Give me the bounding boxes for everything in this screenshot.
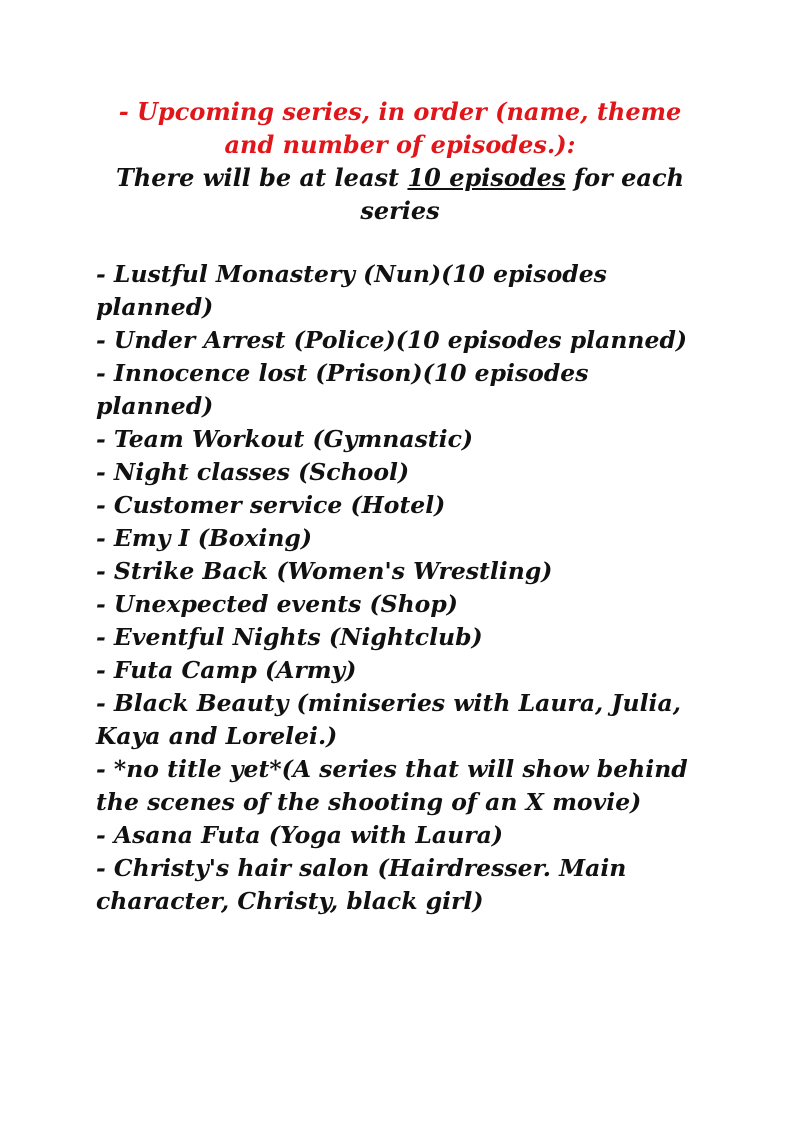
list-item: - Team Workout (Gymnastic) <box>96 425 474 453</box>
list-item: - Innocence lost (Prison)(10 episodes planned) <box>96 359 589 420</box>
heading-title: - Upcoming series, in order (name, theme and number of episodes.): <box>118 97 682 159</box>
list-item: - Black Beauty (miniseries with Laura, Julia, Kaya and Lorelei.) <box>96 689 681 750</box>
list-item: - Under Arrest (Police)(10 episodes planned) <box>96 326 688 354</box>
subtitle-suffix: for each series <box>360 163 685 225</box>
list-item: - Asana Futa (Yoga with Laura) <box>96 821 503 849</box>
list-item: - Christy's hair salon (Hairdresser. Main character, Christy, black girl) <box>96 854 627 915</box>
heading-block <box>100 95 700 227</box>
list-item: - Eventful Nights (Nightclub) <box>96 623 483 651</box>
subtitle-prefix: There will be at least <box>115 163 408 192</box>
heading-subtitle <box>100 161 700 227</box>
series-list <box>96 258 706 918</box>
list-item: - Customer service (Hotel) <box>96 491 446 519</box>
list-item: - *no title yet*(A series that will show behind the scenes of the shooting of an X movie) <box>96 755 688 816</box>
list-item: - Strike Back (Women's Wrestling) <box>96 557 553 585</box>
list-item: - Night classes (School) <box>96 458 410 486</box>
list-item: - Unexpected events (Shop) <box>96 590 458 618</box>
subtitle-emphasis: 10 episodes <box>407 163 566 192</box>
list-item: - Lustful Monastery (Nun)(10 episodes planned) <box>96 260 607 321</box>
list-item: - Emy I (Boxing) <box>96 524 312 552</box>
list-item: - Futa Camp (Army) <box>96 656 357 684</box>
